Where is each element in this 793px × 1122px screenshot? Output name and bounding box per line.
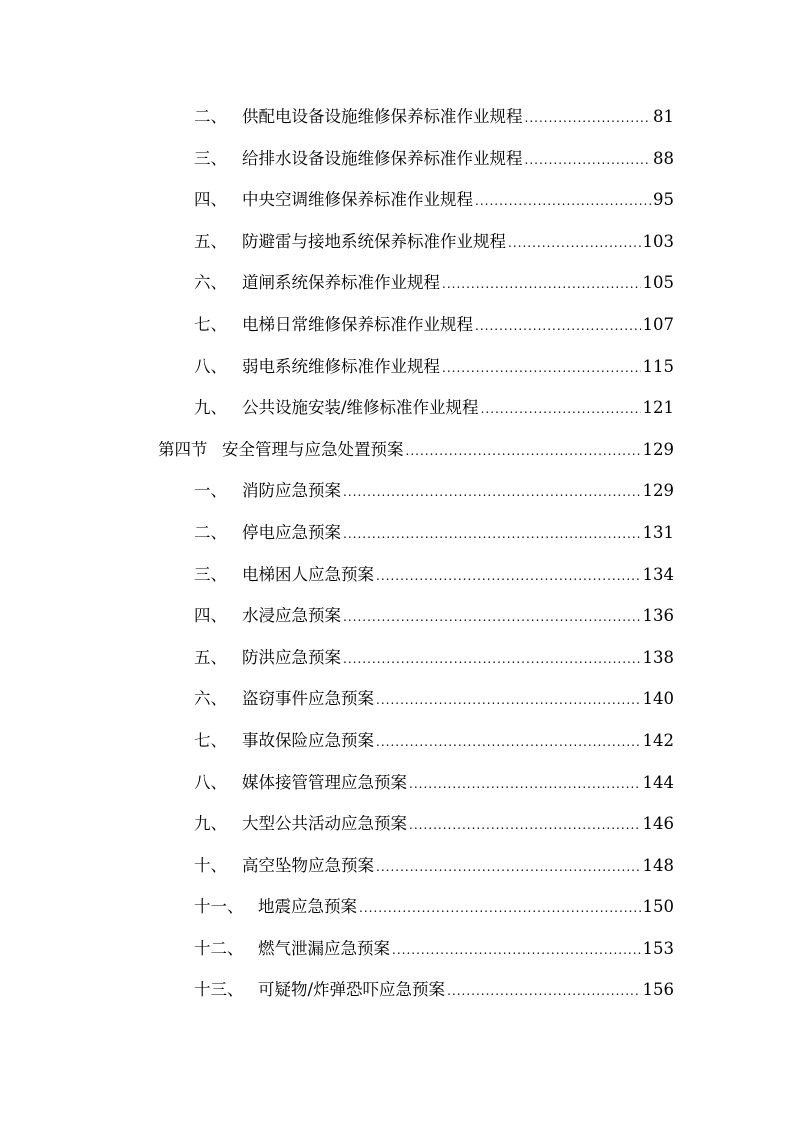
toc-dot-leader xyxy=(343,472,641,514)
toc-entry-page: 81 xyxy=(653,107,674,126)
toc-entry-number: 七、 xyxy=(194,314,227,334)
toc-dot-leader xyxy=(442,264,641,306)
toc-dot-leader xyxy=(376,680,641,722)
toc-entry-number: 十一、 xyxy=(194,897,244,917)
toc-entry[interactable] xyxy=(0,470,674,512)
toc-dot-leader xyxy=(475,306,641,348)
toc-entry-number: 五、 xyxy=(194,647,227,667)
toc-entry-number: 十二、 xyxy=(194,938,244,958)
toc-entry-page: 121 xyxy=(642,398,674,418)
toc-entry-number: 三、 xyxy=(194,564,227,584)
toc-section-title: 安全管理与应急处置预案 xyxy=(222,439,404,459)
toc-dot-leader xyxy=(525,140,652,182)
toc-entry-title: 防洪应急预案 xyxy=(242,647,341,667)
toc-entry-number: 八、 xyxy=(194,356,227,376)
toc-entry-page: 140 xyxy=(642,689,674,709)
toc-entry-title: 高空坠物应急预案 xyxy=(242,855,374,875)
toc-entry-page: 134 xyxy=(642,564,674,584)
toc-entry-number: 四、 xyxy=(194,190,227,210)
toc-dot-leader xyxy=(409,805,641,847)
toc-entry-title: 电梯困人应急预案 xyxy=(242,564,374,584)
toc-entry[interactable] xyxy=(0,637,674,679)
toc-entry-page: 107 xyxy=(642,314,674,334)
toc-entry-page: 150 xyxy=(642,897,674,917)
toc-entry[interactable] xyxy=(0,346,674,388)
toc-dot-leader xyxy=(376,722,641,764)
toc-dot-leader xyxy=(442,348,641,390)
toc-entry-number: 三、 xyxy=(194,148,227,168)
toc-entry-number: 九、 xyxy=(194,814,227,834)
toc-entry-page: 103 xyxy=(642,231,674,251)
toc-entry-number: 九、 xyxy=(194,398,227,418)
toc-entry-page: 142 xyxy=(642,730,674,750)
toc-entry-title: 电梯日常维修保养标准作业规程 xyxy=(242,314,473,334)
toc-entry[interactable] xyxy=(0,720,674,762)
toc-dot-leader xyxy=(508,223,641,265)
toc-entry[interactable] xyxy=(0,221,674,263)
toc-entry[interactable] xyxy=(0,262,674,304)
toc-dot-leader xyxy=(392,930,641,972)
toc-entry[interactable] xyxy=(0,138,674,180)
toc-entry-number: 七、 xyxy=(194,730,227,750)
toc-entry-page: 131 xyxy=(642,522,674,542)
toc-entry[interactable] xyxy=(0,387,674,429)
toc-entry-title: 事故保险应急预案 xyxy=(242,730,374,750)
toc-entry-title: 道闸系统保养标准作业规程 xyxy=(242,273,440,293)
toc-entry-page: 138 xyxy=(642,647,674,667)
table-of-contents xyxy=(0,96,793,1011)
toc-section-entry[interactable] xyxy=(0,429,674,471)
toc-dot-leader xyxy=(343,514,641,556)
toc-dot-leader xyxy=(343,597,641,639)
toc-entry-page: 115 xyxy=(642,356,674,376)
toc-entry[interactable] xyxy=(0,803,674,845)
toc-dot-leader xyxy=(447,971,640,1013)
toc-entry[interactable] xyxy=(0,554,674,596)
toc-section-number: 第四节 xyxy=(158,439,208,459)
toc-entry-page: 136 xyxy=(642,606,674,626)
toc-entry-page: 146 xyxy=(642,814,674,834)
toc-entry-number: 二、 xyxy=(194,522,227,542)
toc-entry[interactable] xyxy=(0,304,674,346)
toc-entry-title: 防避雷与接地系统保养标准作业规程 xyxy=(242,231,506,251)
toc-entry-number: 六、 xyxy=(194,689,227,709)
toc-entry-number: 八、 xyxy=(194,772,227,792)
toc-entry-title: 燃气泄漏应急预案 xyxy=(258,938,390,958)
toc-entry-title: 地震应急预案 xyxy=(258,897,357,917)
toc-dot-leader xyxy=(525,98,652,140)
toc-entry-page: 88 xyxy=(653,148,674,168)
toc-entry-number: 一、 xyxy=(194,481,227,501)
toc-entry-page: 105 xyxy=(642,273,674,293)
toc-dot-leader xyxy=(359,888,641,930)
toc-entry[interactable] xyxy=(0,179,674,221)
toc-entry[interactable] xyxy=(0,886,674,928)
toc-dot-leader xyxy=(376,556,641,598)
toc-entry-page: 95 xyxy=(653,190,674,210)
toc-entry-title: 中央空调维修保养标准作业规程 xyxy=(242,190,473,210)
toc-entry-number: 四、 xyxy=(194,606,227,626)
toc-entry-page: 153 xyxy=(642,938,674,958)
toc-dot-leader xyxy=(406,431,641,473)
toc-entry-title: 供配电设备设施维修保养标准作业规程 xyxy=(242,107,523,126)
toc-entry[interactable] xyxy=(0,595,674,637)
toc-entry-page: 148 xyxy=(642,855,674,875)
toc-dot-leader xyxy=(481,389,641,431)
toc-entry-title: 公共设施安装/维修标准作业规程 xyxy=(242,398,479,418)
toc-entry-title: 可疑物/炸弹恐吓应急预案 xyxy=(258,980,446,1000)
toc-dot-leader xyxy=(376,847,641,889)
toc-entry[interactable] xyxy=(0,969,674,1011)
toc-entry-page: 144 xyxy=(642,772,674,792)
toc-entry-number: 十、 xyxy=(194,855,227,875)
toc-entry-title: 水浸应急预案 xyxy=(242,606,341,626)
toc-entry-title: 消防应急预案 xyxy=(242,481,341,501)
toc-entry[interactable] xyxy=(0,845,674,887)
toc-entry[interactable] xyxy=(0,678,674,720)
toc-entry[interactable] xyxy=(0,928,674,970)
toc-entry[interactable] xyxy=(0,96,674,138)
toc-entry-title: 盗窃事件应急预案 xyxy=(242,689,374,709)
toc-dot-leader xyxy=(475,181,651,223)
toc-entry[interactable] xyxy=(0,762,674,804)
toc-entry-number: 二、 xyxy=(194,107,227,126)
toc-entry-page: 129 xyxy=(642,481,674,501)
toc-entry-title: 停电应急预案 xyxy=(242,522,341,542)
toc-dot-leader xyxy=(409,764,641,806)
toc-entry-number: 六、 xyxy=(194,273,227,293)
toc-entry[interactable] xyxy=(0,512,674,554)
toc-entry-number: 十三、 xyxy=(194,980,244,1000)
toc-entry-page: 156 xyxy=(642,980,674,1000)
toc-entry-title: 媒体接管管理应急预案 xyxy=(242,772,407,792)
toc-entry-title: 给排水设备设施维修保养标准作业规程 xyxy=(242,148,523,168)
toc-entry-page: 129 xyxy=(642,439,674,459)
toc-entry-title: 弱电系统维修标准作业规程 xyxy=(242,356,440,376)
toc-dot-leader xyxy=(343,639,641,681)
toc-entry-title: 大型公共活动应急预案 xyxy=(242,814,407,834)
toc-entry-number: 五、 xyxy=(194,231,227,251)
